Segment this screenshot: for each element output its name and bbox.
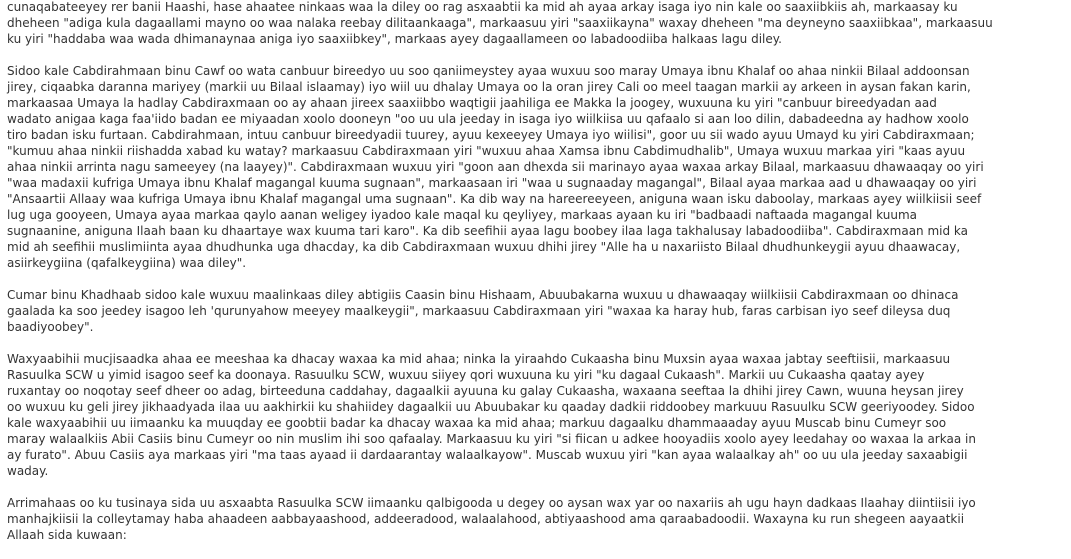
text-line: sugnaanine, aniguna Ilaah baan ku dhaartaye wax kuuma tari karo". Ka dib seefihii ayaa lagu boobey ilaa laga takhalusay labadoodiiba". Cabdiraxmaan mid ka [7, 224, 969, 238]
text-line: ruxantay oo noqotay seef dheer oo adag, birteeduna caddahay, dagaalkii ayuuna ku galay Cukaasha, waxaana seeftaa la dhihi jirey Cawn, wuuna heysan jirey [7, 384, 964, 398]
text-line: maray walaalkiis Abii Casiis binu Cumeyr oo nin muslim ihi soo qafaalay. Markaasuu ku yiri "si fiican u adkee hooyadiis xoolo ayey leedahay oo waxaa la arkaa in [7, 432, 976, 446]
text-line: baadiyoobey". [7, 320, 94, 334]
text-line: tiro badan isku furtaan. Cabdirahmaan, intuu canbuur bireedyadii tuurey, ayuu kexeeyey Umaya iyo wiilisi", goor uu sii wado ayuu Umayd ku yiri Cabdiraxmaan; [7, 128, 975, 142]
text-line: manhajkiisii la colleytamay haba ahaadeen aabbayaashood, addeeradood, walaalahood, abtiyaashood ama qaraabadoodii. Waxayna ku run shegeen aayaatkii [7, 512, 965, 526]
text-line: ahaa ninkii arrinta nagu sameeyey (na laayey)". Cabdiraxmaan wuxuu yiri "goon aan dhexda sii marinayo ayaa waxaa arkay Bilaal, markaasuu dhawaaqay oo yiri [7, 160, 984, 174]
text-line: ku yiri "haddaba waa wada dhimanaynaa aniga iyo saaxiibkey", markaas ayey dagaallameen oo labadoodiiba halkaas lagu diley. [7, 32, 782, 46]
paragraph [7, 63, 1059, 271]
text-line: Sidoo kale Cabdirahmaan binu Cawf oo wata canbuur bireedyo uu soo qaniimeystey ayaa wuxuu soo maray Umaya ibnu Khalaf oo ahaa ninkii Bilaal addoonsan [7, 64, 970, 78]
text-line: lug uga gooyeen, Umaya ayaa markaa qaylo aanan weligey iyadoo kale maqal ku qeyliyey, markaas ayaan ku iri "badbaadi naftaada magangal kuuma [7, 208, 918, 222]
text-line: wadato anigaa kaga faa'iido badan ee miyaadan xoolo dooneyn "oo uu ula jeeday in isaga iyo wiilkiisa uu qafaalo si aan loo dilin, dabadeedna ay hadhow xoolo [7, 112, 969, 126]
text-line: "kumuu ahaa ninkii riishadda xabad ku watay? markaasuu Cabdiraxmaan yiri "wuxuu ahaa Xamsa ibnu Cabdimudhalib", Umaya wuxuu markaa yiri "kaas ayuu [7, 144, 966, 158]
text-line: "Ansaartii Allaay waa kufriga Umaya ibnu Khalaf magangal uma sugnaan". Ka dib way na hareereeyeen, aniguna waan isku daboolay, markaas ayey wiilkiisii seef [7, 192, 982, 206]
text-line: dheheen "adiga kula dagaallami mayno oo waa nalaka reebay dilitaankaaga", markaasuu yiri "saaxiikayna" waxay dheheen "ma deyneyno saaxiibkaa", markaasuu [7, 16, 993, 30]
text-line: cunaqabateeyey rer banii Haashi, hase ahaatee ninkaas waa la diley oo rag asxaabtii ka mid ah ayaa arkay isaga iyo nin kale oo saaxiibkiis ah, markaasay ku [7, 0, 958, 14]
paragraph [7, 351, 1059, 479]
text-line: Cumar binu Khadhaab sidoo kale wuxuu maalinkaas diley abtigiis Caasin binu Hishaam, Abuubakarna wuxuu u dhawaaqay wiilkiisii Cabdiraxmaan oo dhinaca [7, 288, 959, 302]
text-line: ay furato". Abuu Casiis aya markaas yiri "ma taas ayaad ii dardaarantay walaalkayow". Muscab wuxuu yiri "kan ayaa walaalkay ah" oo uu ula jeeday saxaabigii [7, 448, 968, 462]
text-line: "waa madaxii kufriga Umaya ibnu Khalaf magangal kuuma sugnaan", markaasaan iri "waa u sugnaaday magangal", Bilaal ayaa markaa aad u dhawaaqay oo yiri [7, 176, 977, 190]
text-line: Rasuulka SCW u yimid isagoo seef ka doonaya. Rasuulku SCW, wuxuu siiyey qori wuxuuna ku yiri "ku dagaal Cukaash". Markii uu Cukaasha qaatay ayey [7, 368, 925, 382]
text-line: Waxyaabihii mucjisaadka ahaa ee meeshaa ka dhacay waxaa ka mid ahaa; ninka la yiraahdo Cukaasha binu Muxsin ayaa waxaa jabtay seeftiisii, markaasuu [7, 352, 951, 366]
paragraph [7, 287, 1059, 335]
text-line: markaasaa Umaya la hadlay Cabdiraxmaan oo ay ahaan jireex saaxiibbo waqtigii jaahiliga ee Makka la joogey, wuxuuna ku yiri "canbuur bireedyadan aad [7, 96, 937, 110]
text-line: Allaah sida kuwaan: [7, 528, 127, 542]
text-line: kale waxyaabihii uu iimaanku ka muuqday ee goobtii badar ka dhacay waxaa ka mid ahaa; markuu dagaalku dhammaaaday ayuu Muscab binu Cumeyr soo [7, 416, 947, 430]
paragraph [7, 0, 1059, 47]
text-line: waday. [7, 464, 49, 478]
text-line: mid ah seefihii muslimiinta ayaa dhudhunka uga dhacday, ka dib Cabdiraxmaan wuxuu dhihi jirey "Alle ha u naxariisto Bilaal dhudhunkeygii ayuu dhaawacay, [7, 240, 961, 254]
text-line: jirey, ciqaabka daranna mariyey (markii uu Bilaal islaamay) iyo wiil uu dhalay Umaya oo la oran jirey Cali oo meel taagan markii ay arkeen in aysan fakan karin, [7, 80, 971, 94]
text-line: Arrimahaas oo ku tusinaya sida uu asxaabta Rasuulka SCW iimaanku qalbigooda u degey oo aysan wax yar oo naxariis ah ugu hayn dadkaas Ilaahay diintiisii iyo [7, 496, 976, 510]
text-line: oo wuxuu ku geli jirey jikhaadyada ilaa uu aakhirkii ku shahiidey dagaalkii uu Abuubakar ku qaaday dadkii riddoobey markuuu Rasuulku SCW geeriyoodey. Sidoo [7, 400, 975, 414]
article-body [7, 0, 1059, 559]
text-line: asiirkeygiina (qafalkeygiina) waa diley". [7, 256, 247, 270]
text-line: gaalada ka soo jeedey isagoo leh 'qurunyahow meeyey maalkeygii", markaasuu Cabdiraxmaan yiri "waxaa ka haray hub, faras carbisan iyo seef dileysa duq [7, 304, 951, 318]
paragraph [7, 495, 1059, 543]
